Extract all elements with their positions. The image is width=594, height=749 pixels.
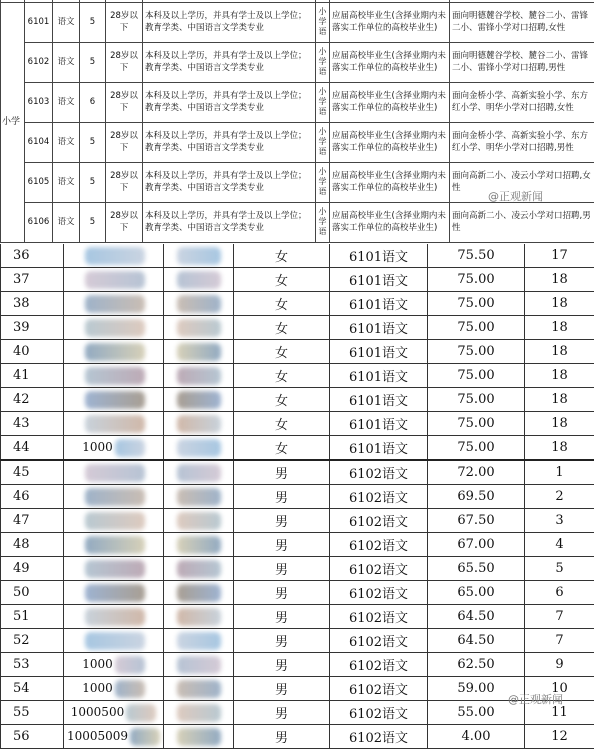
redacted-id xyxy=(64,677,164,701)
job-subject: 语文 xyxy=(53,162,80,202)
row-gender: 女 xyxy=(234,268,330,292)
row-seq: 46 xyxy=(1,485,64,509)
row-rank: 18 xyxy=(525,316,594,340)
job-count: 5 xyxy=(80,122,106,162)
job-target: 小学语 xyxy=(316,202,330,242)
row-seq: 43 xyxy=(1,412,64,436)
row-rank: 1 xyxy=(525,460,594,485)
row-seq: 56 xyxy=(1,725,64,749)
table-row xyxy=(1,412,594,436)
redaction-blur xyxy=(177,632,221,650)
redacted-id xyxy=(64,605,164,629)
row-gender: 女 xyxy=(234,388,330,412)
row-seq: 44 xyxy=(1,436,64,461)
redacted-id xyxy=(64,316,164,340)
redacted-id xyxy=(64,460,164,485)
job-education: 本科及以上学历，并具有学士及以上学位；教育学类、中国语言文学类专业 xyxy=(143,2,316,42)
table-row xyxy=(1,605,594,629)
row-gender: 女 xyxy=(234,436,330,461)
redacted-id xyxy=(64,701,164,725)
row-gender: 女 xyxy=(234,292,330,316)
table-row xyxy=(1,364,594,388)
job-note: 面向明德麓谷学校、麓谷二小、雷锋二小、雷锋小学对口招聘,女性 xyxy=(450,2,594,42)
redacted-id xyxy=(64,364,164,388)
id-visible-part: 1000500 xyxy=(71,705,124,719)
job-count: 6 xyxy=(80,82,106,122)
job-age: 28岁以下 xyxy=(106,202,143,242)
redacted-name xyxy=(164,677,234,701)
redacted-id xyxy=(64,509,164,533)
row-seq: 51 xyxy=(1,605,64,629)
row-post: 6102语文 xyxy=(330,677,428,701)
redacted-name xyxy=(164,653,234,677)
job-count: 5 xyxy=(80,162,106,202)
row-post: 6101语文 xyxy=(330,268,428,292)
redaction-blur xyxy=(177,367,221,385)
row-seq: 36 xyxy=(1,244,64,268)
job-education: 本科及以上学历，并具有学士及以上学位；教育学类、中国语言文学类专业 xyxy=(143,202,316,242)
redaction-blur xyxy=(177,536,221,554)
job-target: 小学语 xyxy=(316,2,330,42)
redacted-name xyxy=(164,533,234,557)
redaction-blur xyxy=(85,584,145,602)
redacted-name xyxy=(164,412,234,436)
row-seq: 52 xyxy=(1,629,64,653)
redaction-blur xyxy=(177,464,221,482)
watermark-top: @正观新闻 xyxy=(488,188,543,204)
redacted-name xyxy=(164,509,234,533)
job-education: 本科及以上学历，并具有学士及以上学位；教育学类、中国语言文学类专业 xyxy=(143,122,316,162)
row-rank: 18 xyxy=(525,436,594,461)
row-score: 59.00 xyxy=(428,677,525,701)
row-rank: 10 xyxy=(525,677,594,701)
row-rank: 7 xyxy=(525,605,594,629)
row-post: 6102语文 xyxy=(330,533,428,557)
job-subject: 语文 xyxy=(53,42,80,82)
job-age: 28岁以下 xyxy=(106,2,143,42)
redaction-blur xyxy=(177,271,221,289)
redaction-blur xyxy=(177,488,221,506)
job-code: 6104 xyxy=(25,122,53,162)
redacted-name xyxy=(164,268,234,292)
redaction-blur xyxy=(177,680,221,698)
redaction-blur xyxy=(85,608,145,626)
job-note: 面向金桥小学、高新实验小学、东方红小学、明华小学对口招聘,男性 xyxy=(450,122,594,162)
row-rank: 2 xyxy=(525,485,594,509)
redaction-blur xyxy=(115,680,145,698)
id-visible-part: 1000 xyxy=(82,681,113,695)
row-gender: 女 xyxy=(234,340,330,364)
row-post: 6102语文 xyxy=(330,460,428,485)
job-subject: 语文 xyxy=(53,82,80,122)
row-seq: 50 xyxy=(1,581,64,605)
table-row xyxy=(1,244,594,268)
row-gender: 男 xyxy=(234,533,330,557)
redacted-name xyxy=(164,388,234,412)
table-row xyxy=(1,677,594,701)
redacted-id xyxy=(64,340,164,364)
job-candidate: 应届高校毕业生(含择业期内未落实工作单位的高校毕业生) xyxy=(330,162,450,202)
row-post: 6101语文 xyxy=(330,316,428,340)
redacted-name xyxy=(164,725,234,749)
job-count: 5 xyxy=(80,2,106,42)
redaction-blur xyxy=(85,343,145,361)
row-seq: 45 xyxy=(1,460,64,485)
row-gender: 男 xyxy=(234,557,330,581)
redaction-blur xyxy=(115,656,145,674)
job-row xyxy=(1,42,594,82)
row-score: 75.00 xyxy=(428,412,525,436)
redaction-blur xyxy=(85,512,145,530)
redacted-id xyxy=(64,533,164,557)
job-note: 面向高新二小、凌云小学对口招聘,男性 xyxy=(450,202,594,242)
row-post: 6101语文 xyxy=(330,436,428,461)
row-post: 6102语文 xyxy=(330,605,428,629)
row-seq: 40 xyxy=(1,340,64,364)
row-post: 6101语文 xyxy=(330,292,428,316)
job-note: 面向金桥小学、高新实验小学、东方红小学、明华小学对口招聘,女性 xyxy=(450,82,594,122)
job-subject: 语文 xyxy=(53,2,80,42)
row-gender: 女 xyxy=(234,316,330,340)
row-score: 55.00 xyxy=(428,701,525,725)
row-seq: 38 xyxy=(1,292,64,316)
redaction-blur xyxy=(85,247,145,265)
redacted-name xyxy=(164,292,234,316)
redaction-blur xyxy=(85,271,145,289)
row-score: 64.50 xyxy=(428,629,525,653)
redacted-id xyxy=(64,485,164,509)
table-row xyxy=(1,557,594,581)
table-row xyxy=(1,292,594,316)
row-score: 64.50 xyxy=(428,605,525,629)
table-row xyxy=(1,629,594,653)
row-score: 75.00 xyxy=(428,436,525,461)
row-seq: 54 xyxy=(1,677,64,701)
table-row xyxy=(1,268,594,292)
job-count: 5 xyxy=(80,42,106,82)
job-target: 小学语 xyxy=(316,162,330,202)
row-rank: 18 xyxy=(525,292,594,316)
table-row xyxy=(1,388,594,412)
row-rank: 18 xyxy=(525,388,594,412)
job-note: 面向高新二小、凌云小学对口招聘,女性 xyxy=(450,162,594,202)
redaction-blur xyxy=(126,704,156,722)
redaction-blur xyxy=(85,391,145,409)
job-candidate: 应届高校毕业生(含择业期内未落实工作单位的高校毕业生) xyxy=(330,122,450,162)
row-rank: 17 xyxy=(525,244,594,268)
row-gender: 男 xyxy=(234,701,330,725)
row-post: 6102语文 xyxy=(330,581,428,605)
row-gender: 男 xyxy=(234,629,330,653)
row-rank: 18 xyxy=(525,412,594,436)
redaction-blur xyxy=(85,464,145,482)
redacted-name xyxy=(164,701,234,725)
row-seq: 41 xyxy=(1,364,64,388)
stage-cell: 小学 xyxy=(1,2,25,242)
row-score: 72.00 xyxy=(428,460,525,485)
job-count: 5 xyxy=(80,202,106,242)
redacted-id xyxy=(64,557,164,581)
row-post: 6101语文 xyxy=(330,412,428,436)
row-post: 6101语文 xyxy=(330,388,428,412)
table-row xyxy=(1,436,594,461)
redacted-id xyxy=(64,268,164,292)
redaction-blur xyxy=(177,319,221,337)
row-gender: 女 xyxy=(234,412,330,436)
redacted-id xyxy=(64,725,164,749)
redaction-blur xyxy=(85,415,145,433)
row-score: 75.50 xyxy=(428,244,525,268)
table-row xyxy=(1,725,594,749)
row-score: 75.00 xyxy=(428,316,525,340)
redaction-blur xyxy=(177,439,221,457)
watermark-bottom: @正观新闻 xyxy=(508,691,563,707)
redacted-id xyxy=(64,581,164,605)
row-gender: 男 xyxy=(234,485,330,509)
row-score: 4.00 xyxy=(428,725,525,749)
table-row xyxy=(1,485,594,509)
row-rank: 9 xyxy=(525,653,594,677)
row-rank: 11 xyxy=(525,701,594,725)
row-score: 75.00 xyxy=(428,388,525,412)
row-seq: 47 xyxy=(1,509,64,533)
table-row xyxy=(1,533,594,557)
job-code: 6101 xyxy=(25,2,53,42)
row-post: 6102语文 xyxy=(330,653,428,677)
job-row xyxy=(1,122,594,162)
redaction-blur xyxy=(177,391,221,409)
job-education: 本科及以上学历，并具有学士及以上学位；教育学类、中国语言文学类专业 xyxy=(143,42,316,82)
row-rank: 3 xyxy=(525,509,594,533)
redaction-blur xyxy=(85,319,145,337)
redaction-blur xyxy=(177,584,221,602)
row-seq: 55 xyxy=(1,701,64,725)
redacted-name xyxy=(164,485,234,509)
redacted-id xyxy=(64,653,164,677)
row-post: 6102语文 xyxy=(330,629,428,653)
row-post: 6102语文 xyxy=(330,557,428,581)
job-age: 28岁以下 xyxy=(106,122,143,162)
redacted-name xyxy=(164,364,234,388)
job-target: 小学语 xyxy=(316,82,330,122)
redacted-name xyxy=(164,581,234,605)
row-rank: 18 xyxy=(525,340,594,364)
row-seq: 37 xyxy=(1,268,64,292)
row-score: 75.00 xyxy=(428,340,525,364)
redaction-blur xyxy=(177,295,221,313)
redacted-name xyxy=(164,244,234,268)
row-post: 6101语文 xyxy=(330,340,428,364)
redaction-blur xyxy=(177,656,221,674)
redaction-blur xyxy=(85,367,145,385)
table-row xyxy=(1,316,594,340)
row-gender: 男 xyxy=(234,653,330,677)
row-gender: 女 xyxy=(234,364,330,388)
row-score: 65.50 xyxy=(428,557,525,581)
row-post: 6102语文 xyxy=(330,725,428,749)
row-gender: 男 xyxy=(234,460,330,485)
job-age: 28岁以下 xyxy=(106,82,143,122)
row-post: 6101语文 xyxy=(330,244,428,268)
redaction-blur xyxy=(85,632,145,650)
redacted-id xyxy=(64,244,164,268)
row-score: 69.50 xyxy=(428,485,525,509)
redaction-blur xyxy=(85,295,145,313)
job-age: 28岁以下 xyxy=(106,162,143,202)
job-candidate: 应届高校毕业生(含择业期内未落实工作单位的高校毕业生) xyxy=(330,202,450,242)
redacted-name xyxy=(164,436,234,461)
redacted-name xyxy=(164,605,234,629)
row-seq: 48 xyxy=(1,533,64,557)
table-row xyxy=(1,701,594,725)
redaction-blur xyxy=(177,728,221,746)
job-note: 面向明德麓谷学校、麓谷二小、雷锋二小、雷锋小学对口招聘,男性 xyxy=(450,42,594,82)
redaction-blur xyxy=(115,439,145,457)
redaction-blur xyxy=(85,488,145,506)
job-code: 6106 xyxy=(25,202,53,242)
results-table xyxy=(0,244,594,749)
job-education: 本科及以上学历，并具有学士及以上学位；教育学类、中国语言文学类专业 xyxy=(143,162,316,202)
job-row xyxy=(1,2,594,42)
redaction-blur xyxy=(85,536,145,554)
job-subject: 语文 xyxy=(53,122,80,162)
job-row xyxy=(1,202,594,242)
row-score: 65.00 xyxy=(428,581,525,605)
job-candidate: 应届高校毕业生(含择业期内未落实工作单位的高校毕业生) xyxy=(330,2,450,42)
job-posting-table xyxy=(0,0,594,243)
row-gender: 女 xyxy=(234,244,330,268)
row-seq: 39 xyxy=(1,316,64,340)
row-gender: 男 xyxy=(234,581,330,605)
row-gender: 男 xyxy=(234,605,330,629)
row-post: 6102语文 xyxy=(330,509,428,533)
row-post: 6101语文 xyxy=(330,364,428,388)
row-seq: 49 xyxy=(1,557,64,581)
job-education: 本科及以上学历，并具有学士及以上学位；教育学类、中国语言文学类专业 xyxy=(143,82,316,122)
redaction-blur xyxy=(130,728,160,746)
row-rank: 12 xyxy=(525,725,594,749)
job-candidate: 应届高校毕业生(含择业期内未落实工作单位的高校毕业生) xyxy=(330,42,450,82)
row-post: 6102语文 xyxy=(330,701,428,725)
redaction-blur xyxy=(177,343,221,361)
redaction-blur xyxy=(177,247,221,265)
job-candidate: 应届高校毕业生(含择业期内未落实工作单位的高校毕业生) xyxy=(330,82,450,122)
table-row xyxy=(1,653,594,677)
row-seq: 53 xyxy=(1,653,64,677)
table-row xyxy=(1,509,594,533)
row-rank: 5 xyxy=(525,557,594,581)
redacted-id xyxy=(64,629,164,653)
row-gender: 男 xyxy=(234,677,330,701)
row-seq: 42 xyxy=(1,388,64,412)
row-score: 75.00 xyxy=(428,292,525,316)
row-gender: 男 xyxy=(234,509,330,533)
row-score: 67.00 xyxy=(428,533,525,557)
redaction-blur xyxy=(177,560,221,578)
row-score: 67.50 xyxy=(428,509,525,533)
id-visible-part: 1000 xyxy=(82,657,113,671)
redaction-blur xyxy=(177,512,221,530)
row-gender: 男 xyxy=(234,725,330,749)
row-score: 62.50 xyxy=(428,653,525,677)
redacted-name xyxy=(164,629,234,653)
row-rank: 4 xyxy=(525,533,594,557)
redaction-blur xyxy=(177,704,221,722)
row-rank: 18 xyxy=(525,268,594,292)
row-score: 75.00 xyxy=(428,364,525,388)
redaction-blur xyxy=(177,415,221,433)
row-post: 6102语文 xyxy=(330,485,428,509)
redacted-name xyxy=(164,340,234,364)
redacted-id xyxy=(64,436,164,461)
row-rank: 6 xyxy=(525,581,594,605)
job-code: 6105 xyxy=(25,162,53,202)
id-visible-part: 1000 xyxy=(82,440,113,454)
redaction-blur xyxy=(177,608,221,626)
table-row xyxy=(1,460,594,485)
id-visible-part: 10005009 xyxy=(67,729,128,743)
table-row xyxy=(1,581,594,605)
job-code: 6102 xyxy=(25,42,53,82)
row-score: 75.00 xyxy=(428,268,525,292)
job-age: 28岁以下 xyxy=(106,42,143,82)
table-row xyxy=(1,340,594,364)
redacted-name xyxy=(164,316,234,340)
job-subject: 语文 xyxy=(53,202,80,242)
redacted-id xyxy=(64,412,164,436)
redacted-id xyxy=(64,292,164,316)
row-rank: 7 xyxy=(525,629,594,653)
redaction-blur xyxy=(85,560,145,578)
job-code: 6103 xyxy=(25,82,53,122)
redacted-name xyxy=(164,557,234,581)
redacted-id xyxy=(64,388,164,412)
job-row xyxy=(1,82,594,122)
redacted-name xyxy=(164,460,234,485)
row-rank: 18 xyxy=(525,364,594,388)
job-target: 小学语 xyxy=(316,42,330,82)
job-target: 小学语 xyxy=(316,122,330,162)
